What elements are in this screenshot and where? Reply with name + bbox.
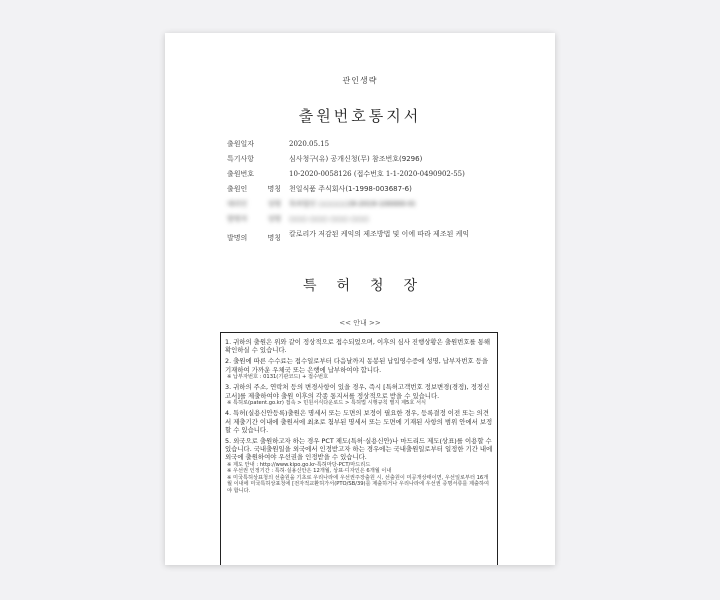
field-value: 천일식품 주식회사(1-1998-003687-6): [289, 185, 412, 193]
field-label: 출원번호: [227, 170, 255, 178]
field-value: 10-2020-0058126 (접수번호 1-1-2020-0490902-55): [289, 170, 465, 178]
guide-box: [220, 332, 498, 565]
guide-note: ※ 미국특허상표청의 선출원을 기초로 우리나라에 우선권주장출원 시, 선출원이 미공개상태이면, 우선일로부터 16개월 이내에 미국특허상표청에 [전자적교환허가서(PTO/SB/39)를 제출하거나 우리나라에 우선권 증명서류를 제출하여야 합니다.: [227, 474, 490, 494]
guide-item-5: [225, 437, 493, 495]
guide-item-3: [225, 383, 493, 406]
guide-item-text: 5. 외국으로 출원하고자 하는 경우 PCT 제도(특허·실용신안)나 마드리드 제도(상표)를 이용할 수 있습니다. 국내출원일을 외국에서 인정받고자 하는 경우에는 국내출원일로부터 일정한 기간 내에 외국에 출원하여야 우선권을 인정받을 수 있습니다.: [225, 437, 493, 462]
guide-item-2: [225, 357, 493, 380]
field-label: 출원일자: [227, 140, 255, 148]
field-value: 특허법인 ○○○○○(9-2019-100000-0): [289, 200, 416, 208]
field-row-special-notes: [227, 155, 517, 170]
guide-title: << 안내 >>: [339, 319, 381, 327]
field-row-application-number: [227, 170, 517, 185]
notice-document: [165, 33, 555, 565]
field-label: 발명자 성명: [227, 215, 281, 223]
document-title: 출원번호통지서: [298, 107, 422, 125]
field-label: 대리인 성명: [227, 200, 281, 208]
guide-item-text: 1. 귀하의 출원은 위와 같이 정상적으로 접수되었으며, 이후의 심사 진행상황은 출원번호를 통해 확인하실 수 있습니다.: [225, 338, 491, 355]
guide-note: ※ 납부자번호 : 0131(기관코드) + 접수번호: [227, 373, 329, 380]
field-value: ○○○ ○○○ ○○○ ○○○: [289, 215, 369, 223]
guide-note: ※ 특허로(patent.go.kr) 접속 > 민원서식다운로드 > 특허법 시행규칙 별지 제5호 서식: [227, 399, 426, 406]
issuing-office: 특허청장: [302, 278, 438, 294]
guide-item-4: [225, 409, 493, 434]
field-label: 출원인 명칭: [227, 185, 281, 193]
field-row-applicant-name: [227, 185, 517, 200]
guide-item-text: 4. 특허(실용신안등록)출원은 명세서 또는 도면의 보정이 필요한 경우, 등록결정 이전 또는 의견서 제출기간 이내에 출원서에 최초로 첨부된 명세서 또는 도면에 기재된 사항의 범위 안에서 보정할 수 있습니다.: [225, 409, 493, 434]
field-value: 2020.05.15: [289, 140, 330, 148]
field-value: 칼로리가 저감된 케익의 제조방법 및 이에 따라 제조된 케익: [289, 230, 470, 238]
guide-note: ※ 우선권 인정기간 : 특허·실용신안은 12개월, 상표·디자인은 6개월 이내: [227, 468, 392, 475]
guide-item-1: [225, 338, 493, 354]
field-row-redacted-inventor: [227, 215, 517, 230]
field-row-invention-title: [227, 230, 517, 260]
field-label: 특기사항: [227, 155, 255, 163]
field-row-filing-date: [227, 140, 517, 155]
field-value: 심사청구(유) 공개신청(무) 참조번호(9296): [289, 155, 423, 163]
guide-note: ※ 제도 안내 : http://www.kipo.go.kr-특허마당-PCT/마드리드: [227, 461, 371, 468]
field-row-redacted-agent: [227, 200, 517, 215]
seal-omitted-note: 관인생략: [342, 76, 378, 85]
guide-item-text: 2. 출원에 따른 수수료는 접수일로부터 다음날까지 동봉된 납입영수증에 성명, 납부자번호 등을 기재하여 가까운 우체국 또는 은행에 납부하여야 합니다.: [225, 357, 489, 374]
field-label: 발명의 명칭: [227, 234, 281, 242]
application-fields: [227, 140, 517, 260]
guide-item-text: 3. 귀하의 주소, 연락처 등의 변경사항이 있을 경우, 즉시 [특허고객번호 정보변경(경정), 정정신고서]를 제출하여야 출원 이후의 각종 통지서를 정상적으로 받을 수 있습니다.: [225, 383, 490, 400]
